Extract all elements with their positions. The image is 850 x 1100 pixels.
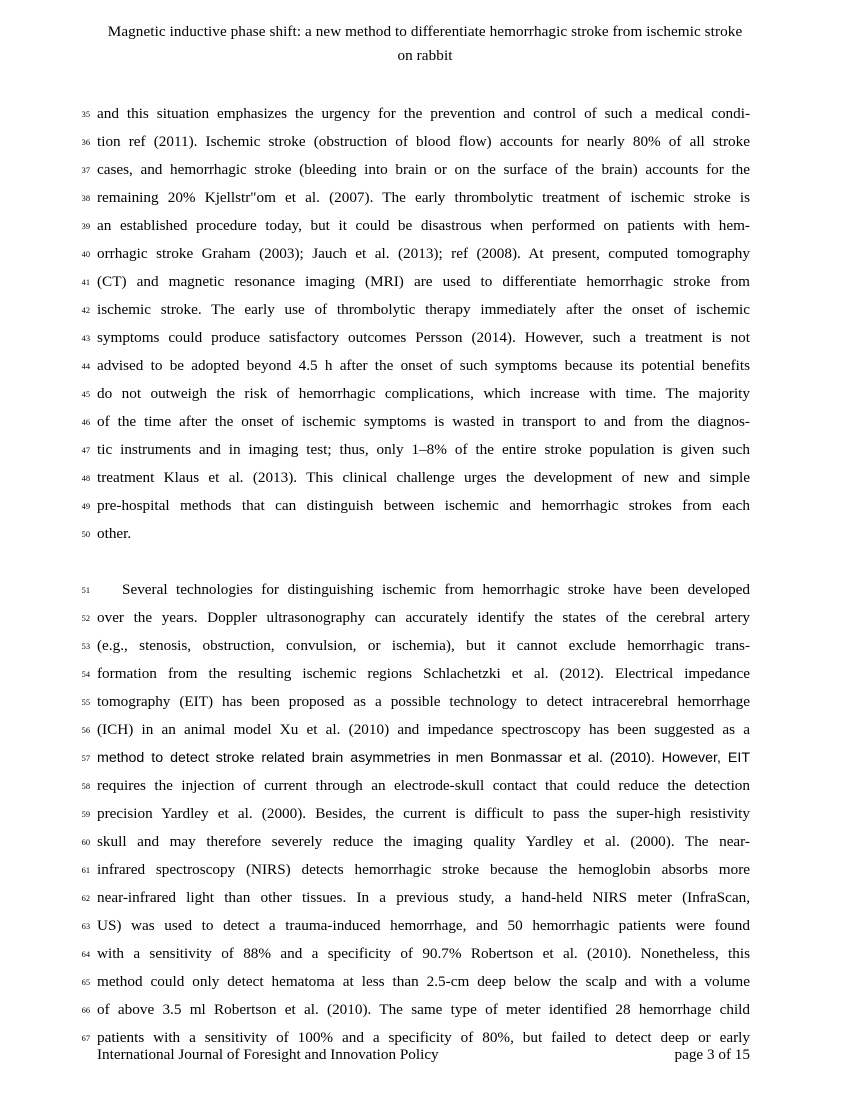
line-number: 45 <box>81 390 90 399</box>
text-line <box>70 184 760 212</box>
text-line <box>70 576 760 604</box>
text-line <box>70 408 760 436</box>
line-number: 67 <box>81 1034 90 1043</box>
text-line <box>70 492 760 520</box>
line-number: 40 <box>81 250 90 259</box>
line-text: with a sensitivity of 88% and a specificity of 90.7% Robertson et al. (2010). Nonetheless, this <box>97 945 750 962</box>
line-text: skull and may therefore severely reduce the imaging quality Yardley et al. (2000). The near- <box>97 833 750 850</box>
line-text: precision Yardley et al. (2000). Besides, the current is difficult to pass the super-high resistivity <box>97 805 750 822</box>
text-line <box>70 800 760 828</box>
text-line <box>70 324 760 352</box>
running-title: Magnetic inductive phase shift: a new method to differentiate hemorrhagic stroke from ischemic stroke on rabbit <box>107 23 743 64</box>
line-text: advised to be adopted beyond 4.5 h after the onset of such symptoms because its potential benefits <box>97 357 750 374</box>
text-line <box>70 380 760 408</box>
paragraph-1 <box>70 100 760 548</box>
line-text: of the time after the onset of ischemic symptoms is wasted in transport to and from the diagnos- <box>97 413 750 430</box>
line-text: treatment Klaus et al. (2013). This clinical challenge urges the development of new and simple <box>97 469 750 486</box>
line-text: requires the injection of current through an electrode-skull contact that could reduce the detection <box>97 777 750 794</box>
line-text: over the years. Doppler ultrasonography can accurately identify the states of the cerebral artery <box>97 609 750 626</box>
text-line <box>70 856 760 884</box>
line-text: (ICH) in an animal model Xu et al. (2010) and impedance spectroscopy has been suggested as a <box>97 721 750 738</box>
footer-journal-name: International Journal of Foresight and Innovation Policy <box>97 1046 439 1063</box>
text-line <box>70 240 760 268</box>
text-line <box>70 100 760 128</box>
text-line <box>70 688 760 716</box>
text-line <box>70 156 760 184</box>
text-line <box>70 128 760 156</box>
line-text: tomography (EIT) has been proposed as a possible technology to detect intracerebral hemorrhage <box>97 693 750 710</box>
line-number: 54 <box>81 670 90 679</box>
line-text: (e.g., stenosis, obstruction, convulsion, or ischemia), but it cannot exclude hemorrhagic trans- <box>97 637 750 654</box>
line-number: 60 <box>81 838 90 847</box>
line-text: symptoms could produce satisfactory outcomes Persson (2014). However, such a treatment is not <box>97 329 750 346</box>
line-number: 37 <box>81 166 90 175</box>
line-text: patients with a sensitivity of 100% and a specificity of 80%, but failed to detect deep or early <box>97 1029 750 1046</box>
line-text: pre-hospital methods that can distinguish between ischemic and hemorrhagic strokes from each <box>97 497 750 514</box>
line-text: infrared spectroscopy (NIRS) detects hemorrhagic stroke because the hemoglobin absorbs more <box>97 861 750 878</box>
line-number: 50 <box>81 530 90 539</box>
text-line <box>70 296 760 324</box>
line-number: 42 <box>81 306 90 315</box>
line-number: 63 <box>81 922 90 931</box>
text-line <box>70 632 760 660</box>
line-number: 44 <box>81 362 90 371</box>
line-text: of above 3.5 ml Robertson et al. (2010). The same type of meter identified 28 hemorrhage child <box>97 1001 750 1018</box>
line-number: 47 <box>81 446 90 455</box>
text-line <box>70 912 760 940</box>
text-line <box>70 940 760 968</box>
line-number: 38 <box>81 194 90 203</box>
line-number: 65 <box>81 978 90 987</box>
text-line <box>70 828 760 856</box>
line-number: 52 <box>81 614 90 623</box>
line-text: and this situation emphasizes the urgency for the prevention and control of such a medical condi- <box>97 105 750 122</box>
line-text: Several technologies for distinguishing ischemic from hemorrhagic stroke have been developed <box>122 581 750 598</box>
line-number: 35 <box>81 110 90 119</box>
line-text: remaining 20% Kjellstr"om et al. (2007). The early thrombolytic treatment of ischemic stroke is <box>97 189 750 206</box>
line-text: method to detect stroke related brain asymmetries in men Bonmassar et al. (2010). However, EIT <box>97 750 750 766</box>
line-number: 61 <box>81 866 90 875</box>
line-number: 41 <box>81 278 90 287</box>
line-text: near-infrared light than other tissues. In a previous study, a hand-held NIRS meter (InfraScan, <box>97 889 750 906</box>
text-line <box>70 884 760 912</box>
line-number: 48 <box>81 474 90 483</box>
line-text: ischemic stroke. The early use of thrombolytic therapy immediately after the onset of ischemic <box>97 301 750 318</box>
line-text: orrhagic stroke Graham (2003); Jauch et al. (2013); ref (2008). At present, computed tomography <box>97 245 750 262</box>
text-line <box>70 744 760 772</box>
text-line <box>70 716 760 744</box>
text-line <box>70 660 760 688</box>
line-text: an established procedure today, but it could be disastrous when performed on patients with hem- <box>97 217 750 234</box>
text-line <box>70 268 760 296</box>
line-number: 51 <box>81 586 90 595</box>
line-number: 36 <box>81 138 90 147</box>
line-number: 59 <box>81 810 90 819</box>
line-number: 46 <box>81 418 90 427</box>
text-line <box>70 604 760 632</box>
page-footer <box>97 1044 750 1066</box>
line-number: 49 <box>81 502 90 511</box>
line-text: tion ref (2011). Ischemic stroke (obstruction of blood flow) accounts for nearly 80% of all stroke <box>97 133 750 150</box>
footer-page-number: page 3 of 15 <box>674 1046 750 1063</box>
text-line <box>70 772 760 800</box>
document-body <box>70 100 760 1052</box>
text-line <box>70 436 760 464</box>
line-number: 66 <box>81 1006 90 1015</box>
paragraph-2 <box>70 576 760 1052</box>
line-number: 64 <box>81 950 90 959</box>
text-line <box>70 520 760 548</box>
line-text: do not outweigh the risk of hemorrhagic complications, which increase with time. The majority <box>97 385 750 402</box>
text-line <box>70 464 760 492</box>
line-number: 57 <box>81 754 90 763</box>
text-line <box>70 212 760 240</box>
line-number: 58 <box>81 782 90 791</box>
line-text: formation from the resulting ischemic regions Schlachetzki et al. (2012). Electrical impedance <box>97 665 750 682</box>
line-text: US) was used to detect a trauma-induced hemorrhage, and 50 hemorrhagic patients were found <box>97 917 750 934</box>
text-line <box>70 968 760 996</box>
line-text: method could only detect hematoma at less than 2.5-cm deep below the scalp and with a volume <box>97 973 750 990</box>
line-text: cases, and hemorrhagic stroke (bleeding into brain or on the surface of the brain) accounts for the <box>97 161 750 178</box>
text-line <box>70 996 760 1024</box>
line-number: 55 <box>81 698 90 707</box>
text-line <box>70 352 760 380</box>
line-number: 43 <box>81 334 90 343</box>
line-text: (CT) and magnetic resonance imaging (MRI) are used to differentiate hemorrhagic stroke from <box>97 273 750 290</box>
line-number: 39 <box>81 222 90 231</box>
paragraph-gap <box>70 548 760 576</box>
line-text: tic instruments and in imaging test; thus, only 1–8% of the entire stroke population is given such <box>97 441 750 458</box>
line-number: 62 <box>81 894 90 903</box>
line-number: 53 <box>81 642 90 651</box>
line-number: 56 <box>81 726 90 735</box>
line-text: other. <box>97 525 132 542</box>
